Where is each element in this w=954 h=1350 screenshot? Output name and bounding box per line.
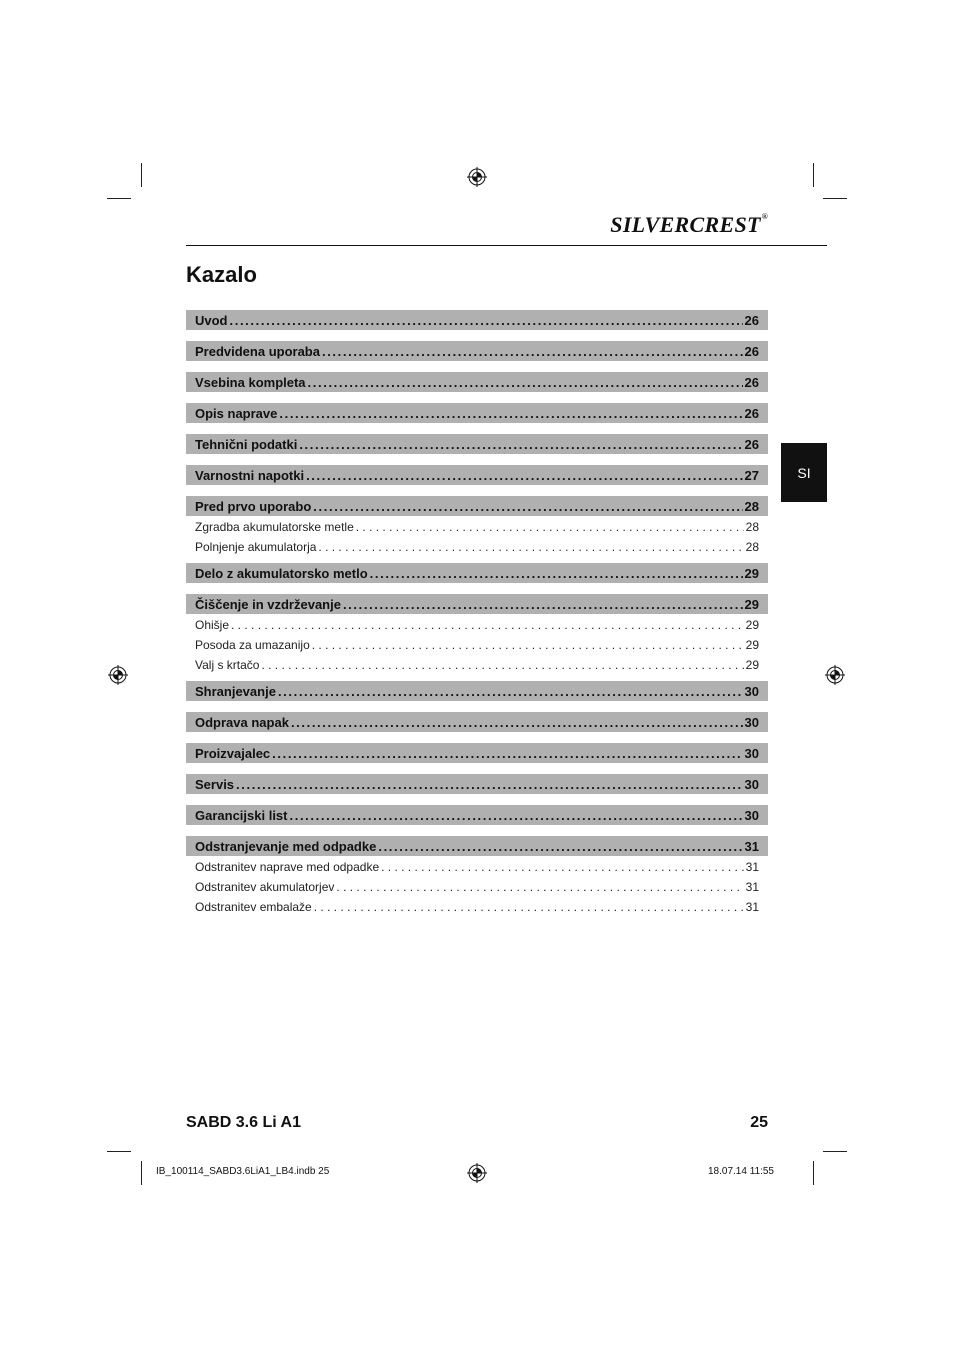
toc-entry-page: 30 [744, 714, 759, 730]
toc-entry-label: Varnostni napotki [195, 467, 305, 483]
print-slug-file: IB_100114_SABD3.6LiA1_LB4.indb 25 [156, 1166, 330, 1177]
toc-dot-leader [343, 597, 743, 612]
toc-entry-page: 30 [744, 745, 759, 761]
registration-mark-icon [108, 665, 128, 685]
toc-dot-leader [230, 313, 743, 328]
toc-entry-page: 29 [745, 658, 759, 672]
toc-dot-leader [356, 520, 744, 534]
toc-dot-leader [312, 638, 744, 652]
registered-mark: ® [761, 212, 768, 221]
toc-section-entry [186, 594, 768, 614]
toc-dot-leader [370, 566, 743, 581]
toc-dot-leader [272, 746, 742, 761]
toc-entry-page: 29 [744, 596, 759, 612]
toc-entry-label: Tehnični podatki [195, 436, 298, 452]
toc-entry-label: Shranjevanje [195, 683, 276, 699]
toc-entry-label: Uvod [195, 312, 228, 328]
registration-mark-icon [467, 1163, 487, 1183]
table-of-contents [186, 310, 768, 917]
toc-entry-label: Polnjenje akumulatorja [195, 540, 317, 554]
language-tab-label: SI [797, 464, 811, 481]
toc-entry-page: 31 [744, 838, 759, 854]
toc-entry-page: 26 [744, 405, 759, 421]
toc-entry-label: Odstranitev akumulatorjev [195, 880, 335, 894]
toc-dot-leader [236, 777, 742, 792]
toc-dot-leader [291, 715, 743, 730]
toc-entry-label: Proizvajalec [195, 745, 271, 761]
toc-entry-label: Čiščenje in vzdrževanje [195, 596, 341, 612]
brand-name: SILVERCREST [610, 212, 761, 237]
toc-dot-leader [381, 860, 744, 874]
toc-section-entry [186, 836, 768, 856]
toc-dot-leader [308, 375, 743, 390]
toc-dot-leader [299, 437, 742, 452]
toc-dot-leader [314, 900, 744, 914]
toc-entry-page: 27 [744, 467, 759, 483]
toc-section-entry [186, 465, 768, 485]
brand-logo [600, 212, 768, 238]
toc-entry-page: 28 [744, 498, 759, 514]
toc-entry-page: 31 [745, 900, 759, 914]
toc-entry-label: Zgradba akumulatorske metle [195, 520, 354, 534]
toc-section-entry [186, 341, 768, 361]
toc-entry-page: 29 [745, 638, 759, 652]
toc-entry-page: 28 [745, 520, 759, 534]
toc-subsection-entry [186, 655, 768, 675]
toc-entry-page: 30 [744, 683, 759, 699]
toc-entry-page: 30 [744, 776, 759, 792]
page-number: 25 [750, 1114, 768, 1131]
toc-section-entry [186, 774, 768, 794]
toc-entry-page: 26 [744, 312, 759, 328]
toc-dot-leader [261, 658, 743, 672]
toc-dot-leader [378, 839, 742, 854]
crop-mark [823, 198, 847, 199]
toc-subsection-entry [186, 537, 768, 557]
toc-entry-label: Predvidena uporaba [195, 343, 320, 359]
toc-entry-label: Ohišje [195, 618, 230, 632]
toc-entry-label: Odstranjevanje med odpadke [195, 838, 377, 854]
toc-section-entry [186, 563, 768, 583]
toc-entry-label: Odstranitev naprave med odpadke [195, 860, 380, 874]
toc-entry-label: Posoda za umazanijo [195, 638, 310, 652]
toc-entry-label: Opis naprave [195, 405, 278, 421]
toc-dot-leader [318, 540, 743, 554]
toc-entry-label: Odstranitev embalaže [195, 900, 312, 914]
toc-entry-label: Delo z akumulatorsko metlo [195, 565, 368, 581]
crop-mark [813, 163, 814, 187]
toc-section-entry [186, 712, 768, 732]
toc-entry-label: Servis [195, 776, 235, 792]
toc-entry-page: 29 [745, 618, 759, 632]
toc-entry-label: Vsebina kompleta [195, 374, 306, 390]
toc-section-entry [186, 681, 768, 701]
toc-entry-page: 26 [744, 343, 759, 359]
crop-mark [107, 198, 131, 199]
toc-entry-page: 31 [745, 860, 759, 874]
toc-entry-page: 26 [744, 374, 759, 390]
toc-section-entry [186, 743, 768, 763]
toc-dot-leader [290, 808, 743, 823]
crop-mark [107, 1151, 131, 1152]
crop-mark [813, 1161, 814, 1185]
crop-mark [141, 163, 142, 187]
toc-entry-page: 31 [745, 880, 759, 894]
registration-mark-icon [825, 665, 845, 685]
toc-subsection-entry [186, 857, 768, 877]
toc-entry-label: Pred prvo uporabo [195, 498, 312, 514]
toc-subsection-entry [186, 897, 768, 917]
language-tab [781, 443, 827, 502]
toc-dot-leader [278, 684, 743, 699]
crop-mark [141, 1161, 142, 1185]
toc-entry-page: 28 [745, 540, 759, 554]
toc-section-entry [186, 403, 768, 423]
print-slug-date: 18.07.14 11:55 [708, 1166, 774, 1177]
toc-section-entry [186, 372, 768, 392]
toc-subsection-entry [186, 635, 768, 655]
toc-entry-label: Odprava napak [195, 714, 289, 730]
toc-subsection-entry [186, 877, 768, 897]
model-name: SABD 3.6 Li A1 [186, 1114, 301, 1131]
header-divider [186, 245, 827, 246]
crop-mark [823, 1151, 847, 1152]
toc-subsection-entry [186, 517, 768, 537]
toc-entry-label: Garancijski list [195, 807, 288, 823]
toc-dot-leader [279, 406, 742, 421]
toc-dot-leader [306, 468, 742, 483]
registration-mark-icon [467, 167, 487, 187]
toc-section-entry [186, 805, 768, 825]
toc-section-entry [186, 310, 768, 330]
toc-subsection-entry [186, 615, 768, 635]
toc-section-entry [186, 496, 768, 516]
toc-entry-page: 29 [744, 565, 759, 581]
toc-dot-leader [322, 344, 743, 359]
toc-entry-page: 30 [744, 807, 759, 823]
toc-entry-label: Valj s krtačo [195, 658, 260, 672]
toc-dot-leader [313, 499, 742, 514]
page-title: Kazalo [186, 262, 257, 287]
toc-section-entry [186, 434, 768, 454]
toc-entry-page: 26 [744, 436, 759, 452]
toc-dot-leader [336, 880, 743, 894]
toc-dot-leader [231, 618, 744, 632]
